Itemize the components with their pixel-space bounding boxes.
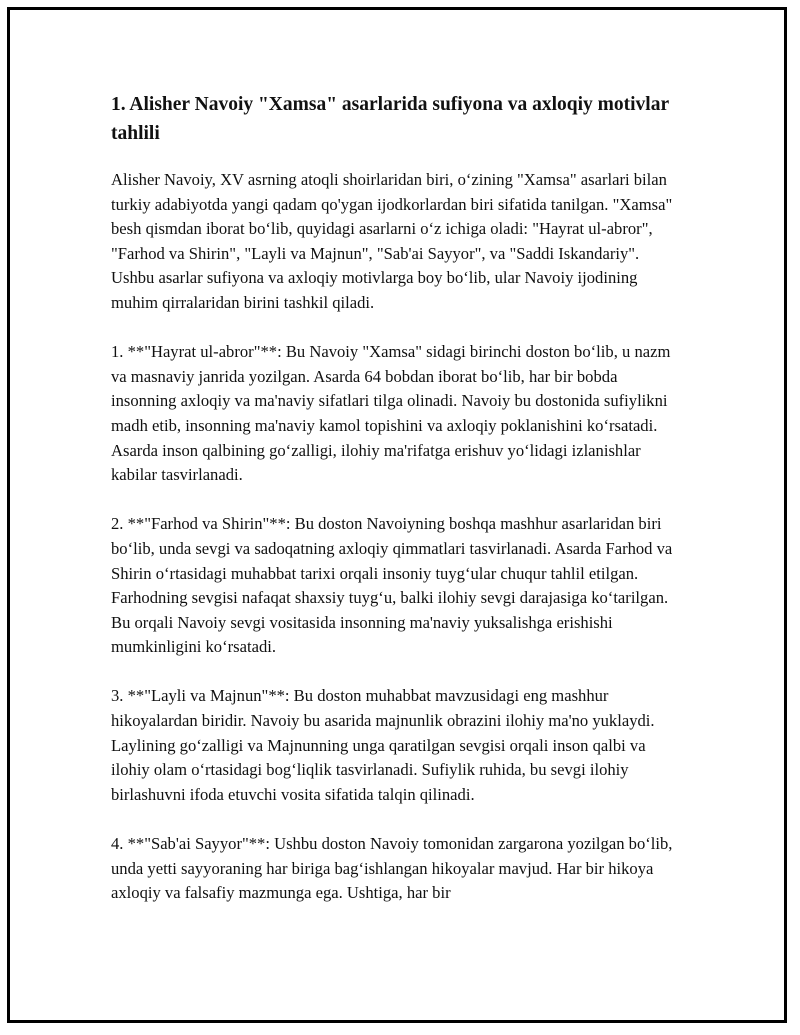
paragraph-hayrat-ul-abror: 1. **"Hayrat ul-abror"**: Bu Navoiy "Xamsa" sidagi birinchi doston bo‘lib, u nazm va masnaviy janrida yozilgan. Asarda 64 bobdan iborat bo‘lib, har bir bobda insonning axloqiy va ma'naviy sifatlari tilga olinadi. Navoiy bu dostonida sufiylikni madh etib, insonning ma'naviy kamol topishini va axloqiy poklanishini ko‘rsatadi. Asarda inson qalbining go‘zalligi, ilohiy ma'rifatga erishuv yo‘lidagi izlanishlar kabilar tasvirlanadi.	[111, 342, 671, 485]
intro-paragraph: Alisher Navoiy, XV asrning atoqli shoirlaridan biri, o‘zining "Xamsa" asarlari bilan turkiy adabiyotda yangi qadam qo'ygan ijodkorlardan biri sifatida tanilgan. "Xamsa" besh qismdan iborat bo‘lib, quyidagi asarlarni o‘z ichiga oladi: "Hayrat ul-abror", "Farhod va Shirin", "Layli va Majnun", "Sab'ai Sayyor", va "Saddi Iskandariy". Ushbu asarlar sufiyona va axloqiy motivlarga boy bo‘lib, ular Navoiy ijodining muhim qirralaridan birini tashkil qiladi.	[111, 170, 673, 312]
paragraph-layli-va-majnun: 3. **"Layli va Majnun"**: Bu doston muhabbat mavzusidagi eng mashhur hikoyalardan biridir. Navoiy bu asarida majnunlik obrazini ilohiy ma'no yuklaydi. Laylining go‘zalligi va Majnunning unga qaratilgan sevgisi orqali inson qalbi va ilohiy olam o‘rtasidagi bog‘liqlik tasvirlanadi. Sufiylik ruhida, bu sevgi ilohiy birlashuvni ifoda etuvchi vosita sifatida talqin qilinadi.	[111, 686, 655, 804]
document-title: 1. Alisher Navoiy "Xamsa" asarlarida sufiyona va axloqiy motivlar tahlili	[111, 94, 669, 144]
paragraph-sabai-sayyor: 4. **"Sab'ai Sayyor"**: Ushbu doston Navoiy tomonidan zargarona yozilgan bo‘lib, unda yetti sayyoraning har biriga bag‘ishlangan hikoyalar mavjud. Har bir hikoya axloqiy va falsafiy mazmunga ega. Ushtiga, har bir	[111, 834, 673, 903]
paragraph-farhod-va-shirin: 2. **"Farhod va Shirin"**: Bu doston Navoiyning boshqa mashhur asarlaridan biri bo‘lib, unda sevgi va sadoqatning axloqiy qimmatlari tasvirlanadi. Asarda Farhod va Shirin o‘rtasidagi muhabbat tarixi orqali insoniy tuyg‘ular chuqur tahlil etilgan. Farhodning sevgisi nafaqat shaxsiy tuyg‘u, balki ilohiy sevgi darajasiga ko‘tarilgan. Bu orqali Navoiy sevgi vositasida insonning ma'naviy yuksalishga erishishi mumkinligini ko‘rsatadi.	[111, 514, 673, 657]
document-body	[111, 90, 681, 930]
